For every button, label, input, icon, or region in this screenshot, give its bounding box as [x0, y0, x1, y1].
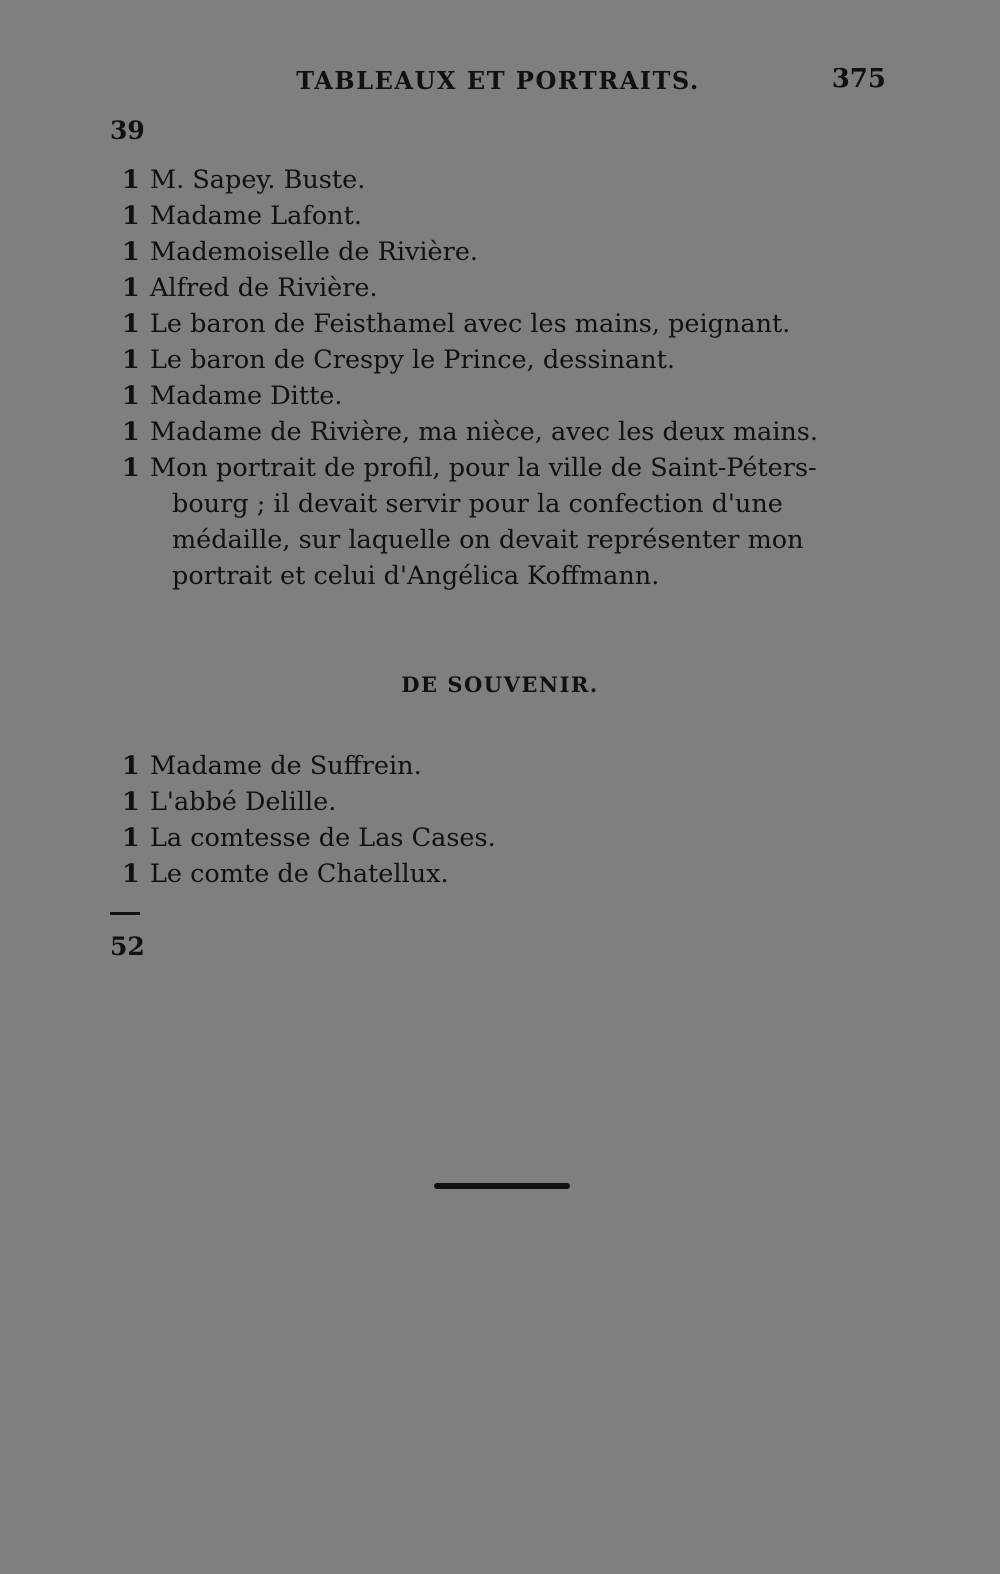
portrait-list: [122, 162, 888, 594]
item-quantity: 1: [122, 237, 140, 267]
item-text: Madame Ditte.: [150, 381, 343, 411]
running-count: 39: [110, 116, 145, 145]
list-item: [122, 306, 888, 342]
item-text: Madame de Rivière, ma nièce, avec les deux mains.: [150, 417, 818, 447]
running-title: TABLEAUX ET PORTRAITS.: [296, 66, 700, 95]
total-count: 52: [110, 932, 145, 961]
list-item: [122, 198, 888, 234]
sum-rule: [110, 912, 140, 915]
item-text: La comtesse de Las Cases.: [150, 823, 496, 853]
item-text: Mon portrait de profil, pour la ville de Saint-Péters-: [150, 453, 817, 483]
item-quantity: 1: [122, 417, 140, 447]
item-quantity: 1: [122, 201, 140, 231]
list-item-long: [122, 450, 888, 486]
item-text: Alfred de Rivière.: [150, 273, 378, 303]
item-quantity: 1: [122, 859, 140, 889]
item-quantity: 1: [122, 309, 140, 339]
list-item: [122, 342, 888, 378]
list-item: [122, 856, 888, 892]
item-text: M. Sapey. Buste.: [150, 165, 366, 195]
list-item: [122, 270, 888, 306]
item-quantity: 1: [122, 751, 140, 781]
running-header: [110, 64, 886, 100]
page-number: 375: [831, 64, 886, 94]
list-item-continuation: [122, 522, 888, 558]
item-text: Madame de Suffrein.: [150, 751, 422, 781]
souvenir-list: [122, 748, 888, 892]
list-item-continuation: [122, 486, 888, 522]
list-item: [122, 378, 888, 414]
item-text-continued: bourg ; il devait servir pour la confection d'une: [172, 489, 783, 519]
item-text: Mademoiselle de Rivière.: [150, 237, 479, 267]
section-heading: DE SOUVENIR.: [401, 672, 599, 697]
item-text: Le baron de Crespy le Prince, dessinant.: [150, 345, 675, 375]
item-quantity: 1: [122, 453, 140, 483]
item-quantity: 1: [122, 381, 140, 411]
item-quantity: 1: [122, 273, 140, 303]
end-ornament: [434, 1183, 570, 1189]
item-text: Madame Lafont.: [150, 201, 362, 231]
list-item: [122, 748, 888, 784]
item-text: Le comte de Chatellux.: [150, 859, 449, 889]
item-text-continued: médaille, sur laquelle on devait représenter mon: [172, 525, 804, 555]
list-item: [122, 820, 888, 856]
item-quantity: 1: [122, 345, 140, 375]
item-text: L'abbé Delille.: [150, 787, 337, 817]
item-quantity: 1: [122, 787, 140, 817]
list-item-continuation: [122, 558, 888, 594]
list-item: [122, 784, 888, 820]
item-text: Le baron de Feisthamel avec les mains, peignant.: [150, 309, 791, 339]
list-item: [122, 162, 888, 198]
item-quantity: 1: [122, 823, 140, 853]
list-item: [122, 414, 888, 450]
item-text-continued: portrait et celui d'Angélica Koffmann.: [172, 561, 660, 591]
list-item: [122, 234, 888, 270]
item-quantity: 1: [122, 165, 140, 195]
